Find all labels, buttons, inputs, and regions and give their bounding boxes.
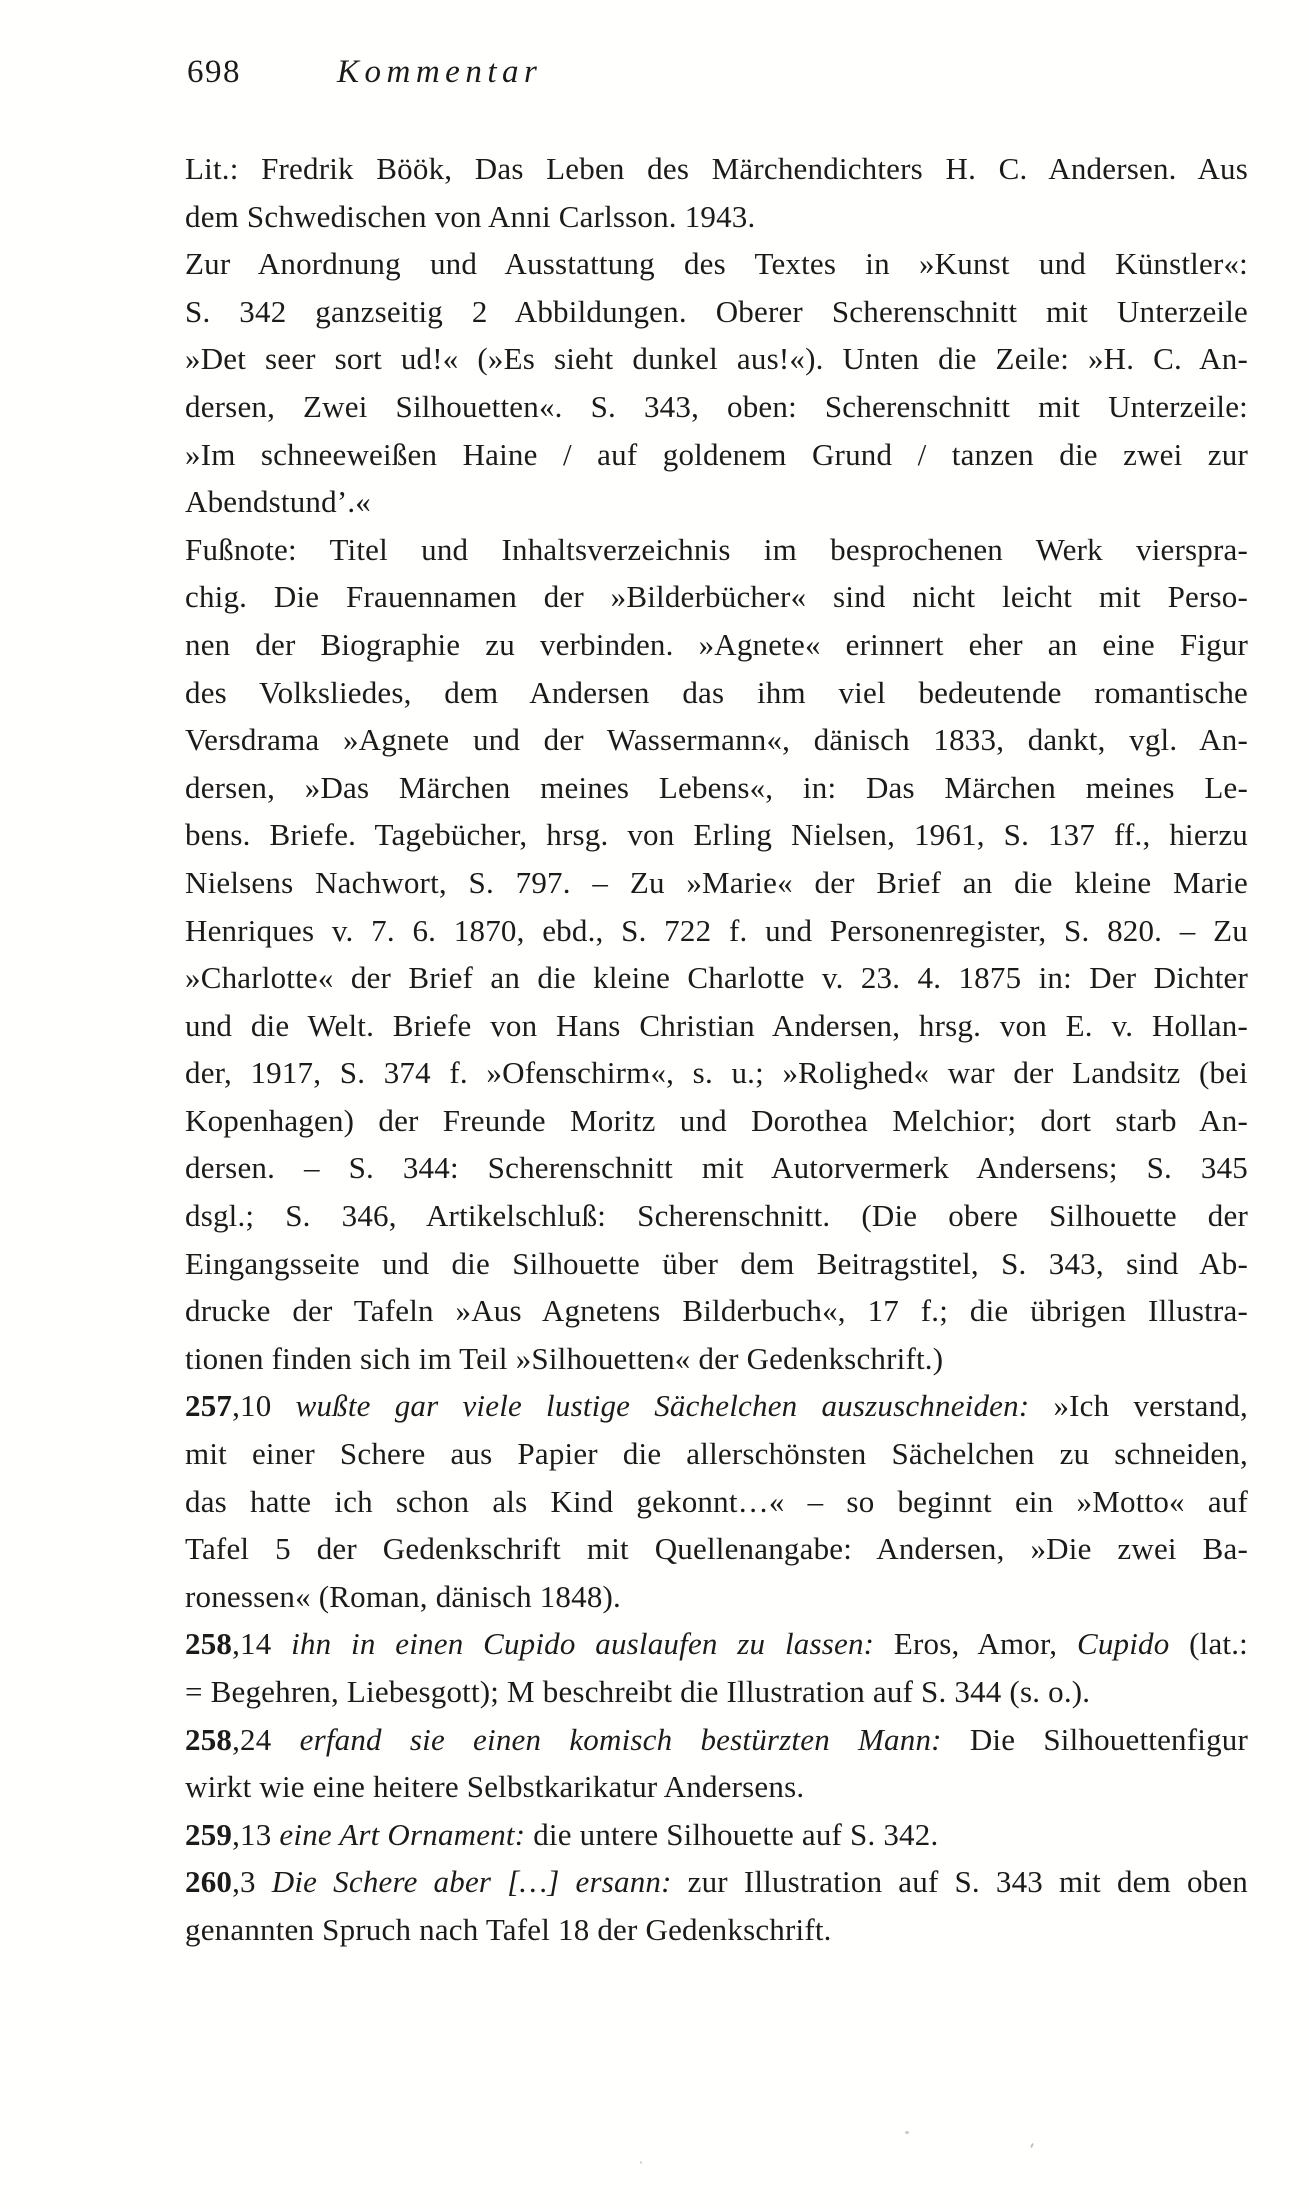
text-segment: »Charlotte« der Brief an die kleine Charlotte v. 23. 4. 1875 in: Der Dichter: [185, 960, 1248, 996]
text-segment: dem Schwedischen von Anni Carlsson. 1943.: [185, 198, 756, 234]
paragraph: [185, 145, 1248, 240]
text-line: [185, 1192, 1248, 1240]
text-segment: der, 1917, S. 374 f. »Ofenschirm«, s. u.; »Rolighed« war der Landsitz (bei: [185, 1055, 1248, 1091]
text-segment: ihn in einen Cupido auslaufen zu lassen:: [291, 1626, 875, 1662]
text-segment: Abendstund’.«: [185, 484, 371, 520]
text-segment: drucke der Tafeln »Aus Agnetens Bilderbuch«, 17 f.; die übrigen Illustra-: [185, 1293, 1248, 1329]
text-segment: dersen. – S. 344: Scherenschnitt mit Autorvermerk Andersens; S. 345: [185, 1150, 1248, 1186]
text-segment: bens. Briefe. Tagebücher, hrsg. von Erling Nielsen, 1961, S. 137 ff., hierzu: [185, 817, 1248, 853]
page-number: 698: [187, 54, 241, 90]
text-segment: Eros, Amor,: [874, 1626, 1077, 1662]
text-segment: Fußnote: Titel und Inhaltsverzeichnis im besprochenen Werk vierspra-: [185, 531, 1248, 567]
text-line: [185, 1478, 1248, 1526]
text-line: [185, 1716, 1248, 1764]
text-line: [185, 288, 1248, 336]
text-line: [185, 573, 1248, 621]
text-segment: Versdrama »Agnete und der Wassermann«, dänisch 1833, dankt, vgl. An-: [185, 722, 1248, 758]
text-segment: ,24: [232, 1721, 300, 1757]
text-segment: 257: [185, 1388, 233, 1424]
text-segment: S. 342 ganzseitig 2 Abbildungen. Oberer Scherenschnitt mit Unterzeile: [185, 293, 1248, 329]
text-line: [185, 1668, 1248, 1716]
text-segment: »Det seer sort ud!« (»Es sieht dunkel aus!«). Unten die Zeile: »H. C. An-: [185, 341, 1248, 377]
text-line: [185, 240, 1248, 288]
text-segment: Lit.: Fredrik Böök, Das Leben des Märchendichters H. C. Andersen. Aus: [185, 151, 1248, 186]
text-segment: ronessen« (Roman, dänisch 1848).: [185, 1578, 622, 1614]
text-segment: des Volksliedes, dem Andersen das ihm viel bedeutende romantische: [185, 674, 1248, 710]
text-line: [185, 1858, 1248, 1906]
text-segment: erfand sie einen komisch bestürzten Mann:: [299, 1721, 942, 1757]
text-line: [185, 1097, 1248, 1145]
text-segment: dersen, »Das Märchen meines Lebens«, in: Das Märchen meines Le-: [185, 769, 1248, 805]
text-line: [185, 1430, 1248, 1478]
paragraph: [185, 1716, 1248, 1811]
text-segment: wußte gar viele lustige Sächelchen auszuschneiden:: [295, 1388, 1030, 1424]
text-line: [185, 1620, 1248, 1668]
text-segment: ,14: [232, 1626, 292, 1662]
text-line: [185, 1763, 1248, 1811]
text-segment: eine Art Ornament:: [279, 1816, 526, 1852]
running-title: Kommentar: [337, 54, 543, 90]
page-header: [187, 52, 542, 92]
text-line: [185, 1287, 1248, 1335]
text-segment: Henriques v. 7. 6. 1870, ebd., S. 722 f. und Personenregister, S. 820. – Zu: [185, 912, 1248, 948]
text-segment: die untere Silhouette auf S. 342.: [525, 1816, 939, 1852]
text-line: [185, 1144, 1248, 1192]
text-line: [185, 335, 1248, 383]
text-segment: 259: [185, 1816, 233, 1852]
text-line: [185, 383, 1248, 431]
text-line: [185, 1525, 1248, 1573]
text-line: [185, 1335, 1248, 1383]
text-segment: ,13: [232, 1816, 280, 1852]
text-line: [185, 145, 1248, 193]
text-segment: (lat.:: [1169, 1626, 1248, 1662]
text-segment: Eingangsseite und die Silhouette über dem Beitragstitel, S. 343, sind Ab-: [185, 1245, 1248, 1281]
text-segment: nen der Biographie zu verbinden. »Agnete« erinnert eher an eine Figur: [185, 626, 1248, 662]
text-segment: »Ich verstand,: [1029, 1388, 1248, 1424]
text-segment: zur Illustration auf S. 343 mit dem oben: [671, 1864, 1249, 1900]
text-line: [185, 621, 1248, 669]
text-segment: 260: [185, 1864, 233, 1900]
text-segment: = Begehren, Liebesgott); M beschreibt die Illustration auf S. 344 (s. o.).: [185, 1674, 1091, 1709]
paragraph: [185, 240, 1248, 526]
text-line: [185, 431, 1248, 479]
text-line: [185, 1573, 1248, 1621]
text-segment: Kopenhagen) der Freunde Moritz und Dorothea Melchior; dort starb An-: [185, 1102, 1248, 1138]
text-segment: das hatte ich schon als Kind gekonnt…« – so beginnt ein »Motto« auf: [185, 1483, 1248, 1519]
text-segment: dersen, Zwei Silhouetten«. S. 343, oben: Scherenschnitt mit Unterzeile:: [185, 388, 1248, 424]
scan-speck: [1030, 2143, 1034, 2148]
text-segment: Tafel 5 der Gedenkschrift mit Quellenangabe: Andersen, »Die zwei Ba-: [185, 1531, 1248, 1567]
text-segment: und die Welt. Briefe von Hans Christian Andersen, hrsg. von E. v. Hollan-: [185, 1007, 1248, 1043]
scan-speck: [640, 2161, 642, 2164]
text-line: [185, 669, 1248, 717]
text-segment: genannten Spruch nach Tafel 18 der Gedenkschrift.: [185, 1911, 832, 1947]
text-line: [185, 1906, 1248, 1954]
text-segment: Zur Anordnung und Ausstattung des Textes in »Kunst und Künstler«:: [185, 246, 1248, 282]
paragraph: [185, 526, 1248, 1383]
text-line: [185, 1382, 1248, 1430]
text-segment: Cupido: [1076, 1626, 1170, 1662]
text-line: [185, 526, 1248, 574]
paragraph: [185, 1811, 1248, 1859]
scan-speck: [905, 2131, 909, 2134]
text-segment: ,3: [232, 1864, 272, 1900]
text-line: [185, 811, 1248, 859]
text-line: [185, 1049, 1248, 1097]
text-segment: Nielsens Nachwort, S. 797. – Zu »Marie« der Brief an die kleine Marie: [185, 864, 1248, 900]
text-line: [185, 1811, 1248, 1859]
text-segment: Die Silhouettenfigur: [941, 1721, 1248, 1757]
text-segment: wirkt wie eine heitere Selbstkarikatur Andersens.: [185, 1769, 805, 1805]
commentary-text: [185, 145, 1248, 1954]
text-line: [185, 859, 1248, 907]
paragraph: [185, 1382, 1248, 1620]
text-segment: 258: [185, 1626, 233, 1662]
text-segment: »Im schneeweißen Haine / auf goldenem Grund / tanzen die zwei zur: [185, 436, 1248, 472]
text-line: [185, 907, 1248, 955]
text-segment: chig. Die Frauennamen der »Bilderbücher« sind nicht leicht mit Perso-: [185, 579, 1248, 615]
text-line: [185, 954, 1248, 1002]
paragraph: [185, 1858, 1248, 1953]
text-line: [185, 764, 1248, 812]
text-line: [185, 1240, 1248, 1288]
text-segment: 258: [185, 1721, 233, 1757]
text-line: [185, 193, 1248, 241]
text-line: [185, 1002, 1248, 1050]
text-segment: dsgl.; S. 346, Artikelschluß: Scherenschnitt. (Die obere Silhouette der: [185, 1198, 1248, 1234]
text-segment: Die Schere aber […] ersann:: [271, 1864, 672, 1900]
paragraph: [185, 1620, 1248, 1715]
text-segment: mit einer Schere aus Papier die allerschönsten Sächelchen zu schneiden,: [185, 1436, 1248, 1472]
text-line: [185, 716, 1248, 764]
text-segment: tionen finden sich im Teil »Silhouetten« der Gedenkschrift.): [185, 1340, 944, 1376]
text-segment: ,10: [232, 1388, 296, 1424]
text-line: [185, 478, 1248, 526]
